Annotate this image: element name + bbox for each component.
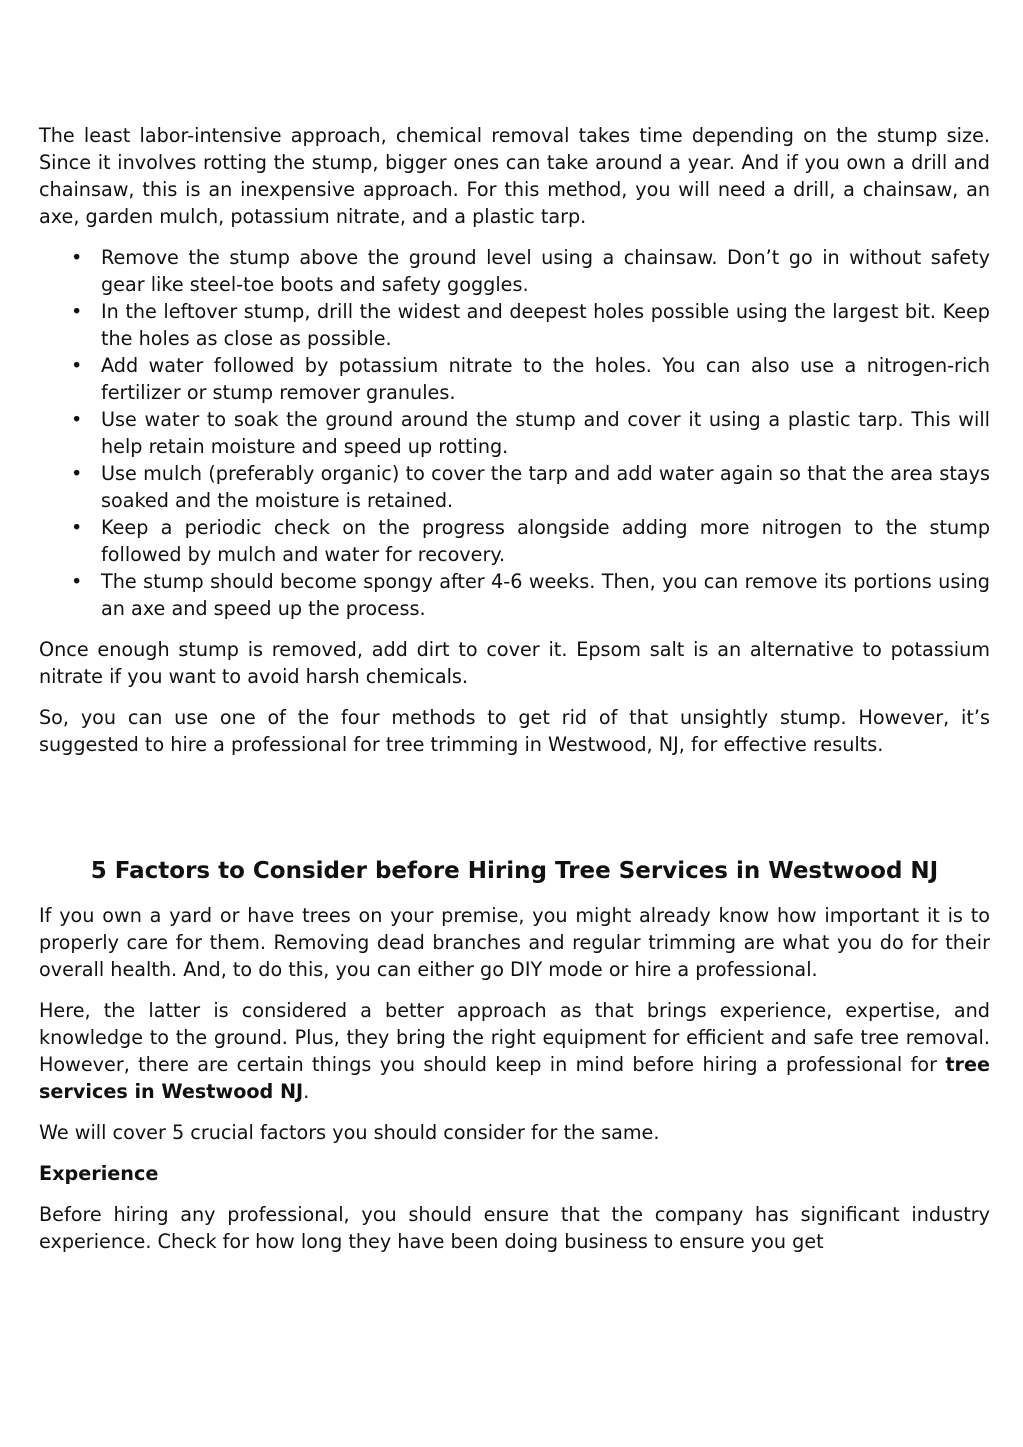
bullet-icon: • bbox=[71, 408, 83, 431]
experience-paragraph: Before hiring any professional, you should ensure that the company has significant industry experience. Check for how long they have been doing business to ensure you get bbox=[39, 1203, 990, 1253]
intro-paragraph: The least labor-intensive approach, chemical removal takes time depending on the stump size. Since it involves rotting the stump, bigger ones can take around a year. And if you own a drill and chainsaw, this is an inexpensive approach. For this method, you will need a drill, a chainsaw, an axe, garden mulch, potassium nitrate, and a plastic tarp. bbox=[39, 124, 990, 228]
step-text: Remove the stump above the ground level using a chainsaw. Don’t go in without safety gear like steel-toe boots and safety goggles. bbox=[101, 246, 990, 296]
step-text: Keep a periodic check on the progress alongside adding more nitrogen to the stump followed by mulch and water for recovery. bbox=[101, 516, 990, 566]
step-text: Use water to soak the ground around the stump and cover it using a plastic tarp. This will help retain moisture and speed up rotting. bbox=[101, 408, 990, 458]
section-paragraph-1: If you own a yard or have trees on your premise, you might already know how important it is to properly care for them. Removing dead branches and regular trimming are what you do for their overall health. And, to do this, you can either go DIY mode or hire a professional. bbox=[39, 904, 990, 981]
list-item bbox=[71, 352, 990, 406]
bullet-icon: • bbox=[71, 246, 83, 269]
subheading-experience: Experience bbox=[39, 1162, 159, 1185]
section-heading: 5 Factors to Consider before Hiring Tree Services in Westwood NJ bbox=[90, 858, 939, 884]
list-item bbox=[71, 460, 990, 514]
list-item bbox=[71, 244, 990, 298]
step-text: In the leftover stump, drill the widest and deepest holes possible using the largest bit. Keep the holes as close as possible. bbox=[101, 300, 990, 350]
section-paragraph-2 bbox=[39, 997, 990, 1105]
step-text: Use mulch (preferably organic) to cover the tarp and add water again so that the area stays soaked and the moisture is retained. bbox=[101, 462, 990, 512]
step-text: The stump should become spongy after 4-6 weeks. Then, you can remove its portions using an axe and speed up the process. bbox=[101, 570, 990, 620]
chemical-removal-steps bbox=[39, 244, 990, 622]
bullet-icon: • bbox=[71, 570, 83, 593]
bullet-icon: • bbox=[71, 300, 83, 323]
closing-paragraph: So, you can use one of the four methods to get rid of that unsightly stump. However, it’s suggested to hire a professional for tree trimming in Westwood, NJ, for effective results. bbox=[39, 706, 990, 756]
after-steps-paragraph: Once enough stump is removed, add dirt to cover it. Epsom salt is an alternative to potassium nitrate if you want to avoid harsh chemicals. bbox=[39, 638, 990, 688]
bold-keyword: tree services in Westwood NJ bbox=[39, 1053, 990, 1103]
step-text: Add water followed by potassium nitrate to the holes. You can also use a nitrogen-rich fertilizer or stump remover granules. bbox=[101, 354, 990, 404]
bullet-icon: • bbox=[71, 462, 83, 485]
section-spacer bbox=[39, 772, 990, 856]
bullet-icon: • bbox=[71, 516, 83, 539]
bullet-icon: • bbox=[71, 354, 83, 377]
list-item bbox=[71, 298, 990, 352]
list-item bbox=[71, 514, 990, 568]
list-item bbox=[71, 406, 990, 460]
document-page bbox=[39, 122, 990, 1269]
paragraph-end: . bbox=[303, 1080, 310, 1103]
list-item bbox=[71, 568, 990, 622]
paragraph-text: Here, the latter is considered a better approach as that brings experience, expertise, and knowledge to the ground. Plus, they bring the right equipment for efficient and safe tree removal. However, there are certain things you should keep in mind before hiring a professional for bbox=[39, 999, 990, 1076]
section-paragraph-3: We will cover 5 crucial factors you should consider for the same. bbox=[39, 1121, 660, 1144]
